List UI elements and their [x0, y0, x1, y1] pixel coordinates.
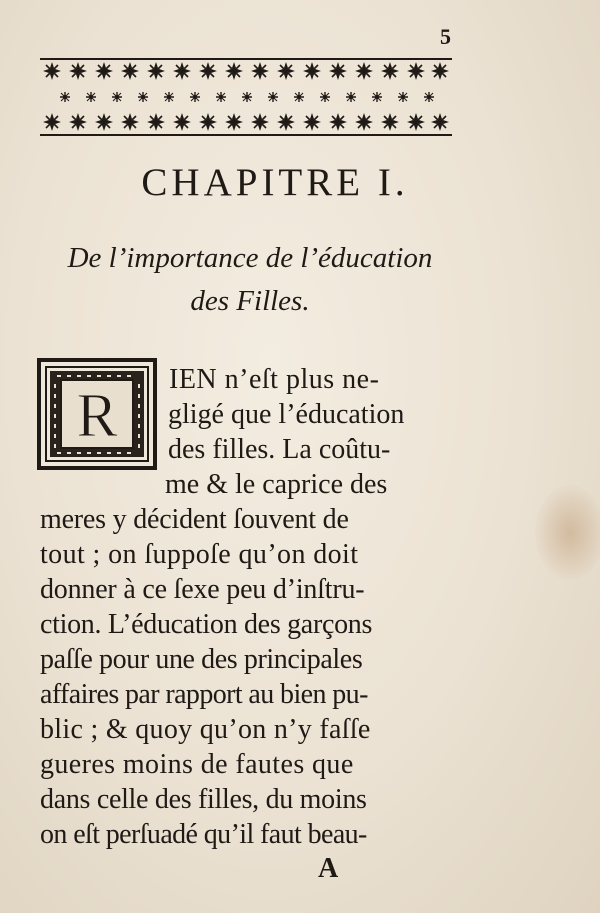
drop-cap-letter: R — [76, 382, 118, 450]
text-line: me & le caprice des — [165, 469, 388, 500]
text-line: IEN n’eſt plus ne- — [169, 364, 380, 395]
text-line: on eſt perſuadé qu’il faut beau- — [40, 819, 367, 850]
text-line: meres y décident ſouvent de — [40, 504, 349, 535]
text-line: gueres moins de fautes que — [40, 749, 354, 780]
chapter-title: CHAPITRE I. — [141, 161, 409, 204]
text-line: gligé que l’éducation — [168, 399, 405, 430]
text-line: blic ; & quoy qu’on n’y faſſe — [40, 714, 371, 745]
text-line: ction. L’éducation des garçons — [40, 609, 373, 640]
ornamental-headpiece — [40, 58, 452, 136]
text-line: des filles. La coûtu- — [168, 434, 391, 465]
text-line: dans celle des filles, du moins — [40, 784, 367, 815]
text-line: paſſe pour une des principales — [40, 644, 363, 675]
drop-cap-initial — [37, 358, 157, 470]
text-line: donner à ce ſexe peu d’inſtru- — [40, 574, 365, 605]
subtitle-line-1: De l’importance de l’éducation — [67, 242, 433, 274]
signature-mark: A — [318, 853, 339, 884]
subtitle-line-2: des Filles. — [190, 285, 310, 317]
text-line: tout ; on ſuppoſe qu’on doit — [40, 539, 359, 570]
page-number: 5 — [440, 24, 451, 49]
text-line: affaires par rapport au bien pu- — [40, 679, 368, 710]
paper-stain — [535, 485, 600, 580]
